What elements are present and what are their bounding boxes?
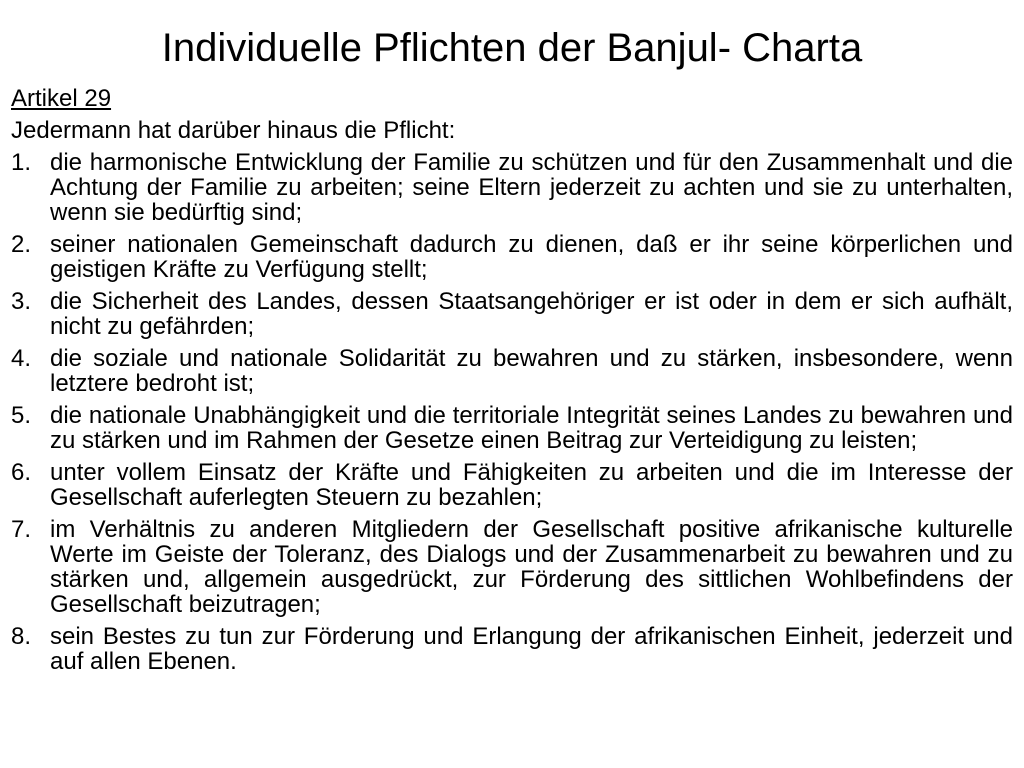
intro-text: Jedermann hat darüber hinaus die Pflicht: xyxy=(11,117,456,144)
item-text: im Verhältnis zu anderen Mitgliedern der Gesellschaft positive afrikanische kulturelle Werte im Geiste der Toleranz, des Dialogs und der Zusammenarbeit zu bewahren und zu stärken und, allgemein ausgedrückt, zur Förderung des sittlichen Wohlbefindens der Gesellschaft beizutragen; xyxy=(50,516,1013,618)
item-number: 2. xyxy=(11,231,32,258)
item-number: 8. xyxy=(11,623,32,650)
item-number: 4. xyxy=(11,345,32,372)
list-item xyxy=(11,232,1013,282)
list-item xyxy=(11,460,1013,510)
item-text: sein Bestes zu tun zur Förderung und Erlangung der afrikanischen Einheit, jederzeit und auf allen Ebenen. xyxy=(50,623,1013,675)
slide-body xyxy=(11,86,1013,674)
list-item xyxy=(11,346,1013,396)
item-number: 6. xyxy=(11,459,32,486)
list-item xyxy=(11,403,1013,453)
list-item xyxy=(11,517,1013,617)
item-number: 5. xyxy=(11,402,32,429)
item-number: 1. xyxy=(11,149,32,176)
item-text: die nationale Unabhängigkeit und die territoriale Integrität seines Landes zu bewahren und zu stärken und im Rahmen der Gesetze einen Beitrag zur Verteidigung zu leisten; xyxy=(50,402,1013,454)
item-text: die harmonische Entwicklung der Familie zu schützen und für den Zusammenhalt und die Achtung der Familie zu arbeiten; seine Eltern jederzeit zu achten und sie zu unterhalten, wenn sie bedürftig sind; xyxy=(50,149,1013,226)
item-text: unter vollem Einsatz der Kräfte und Fähigkeiten zu arbeiten und die im Interesse der Gesellschaft auferlegten Steuern zu bezahlen; xyxy=(50,459,1013,511)
slide-title: Individuelle Pflichten der Banjul- Charta xyxy=(161,26,863,70)
item-text: die soziale und nationale Solidarität zu bewahren und zu stärken, insbesondere, wenn letztere bedroht ist; xyxy=(50,345,1013,397)
item-number: 3. xyxy=(11,288,32,315)
item-text: die Sicherheit des Landes, dessen Staatsangehöriger er ist oder in dem er sich aufhält, nicht zu gefährden; xyxy=(50,288,1013,340)
list-item xyxy=(11,150,1013,225)
item-text: seiner nationalen Gemeinschaft dadurch zu dienen, daß er ihr seine körperlichen und geistigen Kräfte zu Verfügung stellt; xyxy=(50,231,1013,283)
article-heading: Artikel 29 xyxy=(11,85,112,112)
item-number: 7. xyxy=(11,516,32,543)
list-item xyxy=(11,624,1013,674)
list-item xyxy=(11,289,1013,339)
